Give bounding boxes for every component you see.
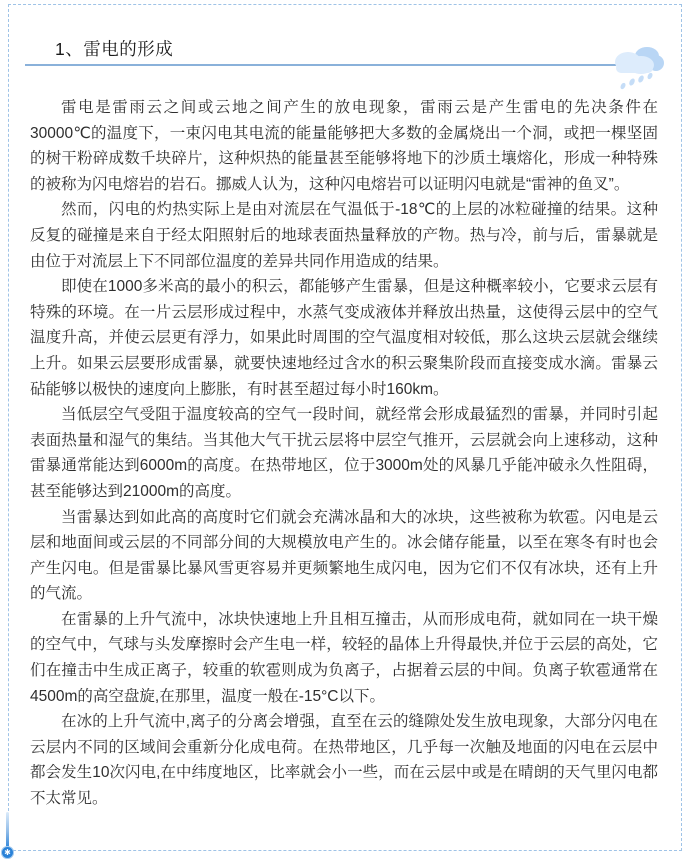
paragraph: 当低层空气受阻于温度较高的空气一段时间，就经常会形成最猛烈的雷暴，并同时引起表面热量和湿气的集结。当其他大气干扰云层将中层空气推开，云层就会向上速移动，这种雷暴通常能达到6000m的高度。在热带地区，位于3000m处的风暴几乎能冲破永久性阻碍，甚至能够达到21000m的高度。 <box>30 406 658 500</box>
paragraph: 雷电是雷雨云之间或云地之间产生的放电现象，雷雨云是产生雷电的先决条件在30000℃的温度下，一束闪电其电流的能量能够把大多数的金属烧出一个洞，或把一棵坚固的树干粉碎成数千块碎片，这种炽热的能量甚至能够将地下的沙质土壤熔化，形成一种特殊的被称为闪电熔岩的岩石。挪威人认为，这种闪电熔岩可以证明闪电就是“雷神的鱼叉”。 <box>30 99 658 193</box>
title-underline-rule <box>25 64 659 66</box>
paragraph: 然而，闪电的灼热实际上是由对流层在气温低于-18℃的上层的冰粒碰撞的结果。这种反复的碰撞是来自于经太阳照射后的地球表面热量释放的产物。热与冷，前与后，雷暴就是由位于对流层上下不同部位温度的差异共同作用造成的结果。 <box>30 201 658 270</box>
paragraph: 在冰的上升气流中,离子的分离会增强，直至在云的缝隙处发生放电现象，大部分闪电在云层内不同的区域间会重新分化成电荷。在热带地区，几乎每一次触及地面的闪电在云层中都会发生10次闪电,在中纬度地区，比率就会小一些，而在云层中或是在晴朗的天气里闪电都不太常见。 <box>30 713 658 808</box>
article-body <box>30 95 658 812</box>
rain-cloud-icon <box>610 42 666 94</box>
paragraph: 在雷暴的上升气流中，冰块快速地上升且相互撞击，从而形成电荷，就如同在一块干燥的空气中，气球与头发摩擦时会产生电一样，较轻的晶体上升得最快,并位于云层的高处，它们在撞击中生成正离子，较重的软雹则成为负离子，占据着云层的中间。负离子软雹通常在4500m的高空盘旋,在那里，温度一般在-15°C以下。 <box>30 610 658 705</box>
paragraph: 当雷暴达到如此高的高度时它们就会充满冰晶和大的冰块，这些被称为软雹。闪电是云层和地面间或云层的不同部分间的大规模放电产生的。冰会储存能量，以至在寒冬有时也会产生闪电。但是雷暴比暴风雪更容易并更频繁地生成闪电，因为它们不仅有冰块，还有上升的气流。 <box>30 508 658 603</box>
paragraph: 即使在1000多米高的最小的积云，都能够产生雷暴，但是这种概率较小，它要求云层有特殊的环境。在一片云层形成过程中，水蒸气变成液体并释放出热量，这使得云层中的空气温度升高，并使云层更有浮力，如果此时周围的空气温度相对较低，那么这块云层就会继续上升。如果云层要形成雷暴，就要快速地经过含水的积云聚集阶段而直接变成水滴。雷暴云砧能够以极快的速度向上膨胀，有时甚至超过每小时160km。 <box>30 278 658 398</box>
page-title: 1、雷电的形成 <box>55 39 174 59</box>
anchor-asterisk-icon[interactable]: ✱ <box>1 846 14 859</box>
anchor-stem <box>6 812 9 848</box>
